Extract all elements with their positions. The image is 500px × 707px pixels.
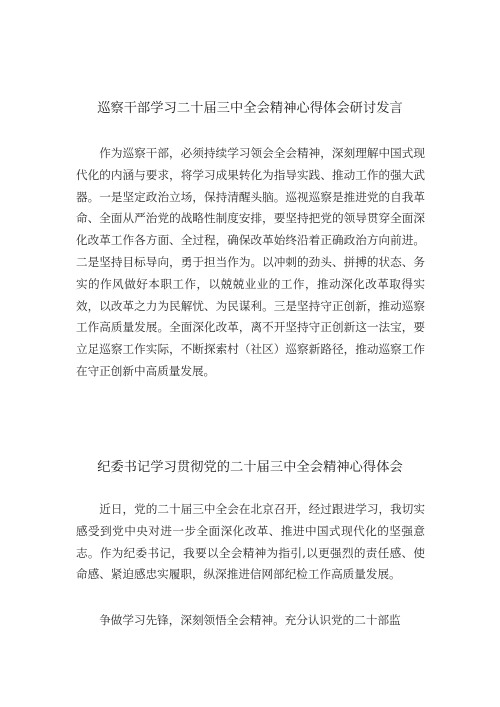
section-1-title: 巡察干部学习二十届三中全会精神心得体会研讨发言	[97, 101, 403, 116]
section-2-title: 纪委书记学习贯彻党的二十届三中全会精神心得体会	[97, 460, 403, 475]
section-1-paragraph: 作为巡察干部，必须持续学习领会全会精神，深刻理解中国式现代化的内涵与要求，将学习成果转化为指导实践、推动工作的强大武器。一是坚定政治立场，保持清醒头脑。巡视巡察是推进党的自我革命、全面从严治党的战略性制度安排，要坚持把党的领导贯穿全面深化改革工作各方面、全过程，确保改革始终沿着正确政治方向前进。二是坚持目标导向，勇于担当作为。以冲刺的劲头、拼搏的状态、务实的作风做好本职工作，以兢兢业业的工作，推动深化改革取得实效，以改革之力为民解忧、为民谋利。三是坚持守正创新，推动巡察工作高质量发展。全面深化改革，离不开坚持守正创新这一法宝，要立足巡察工作实际，不断探索村（社区）巡察新路径，推动巡察工作在守正创新中高质量发展。	[76, 146, 425, 378]
section-2-paragraph-1: 近日，党的二十届三中全会在北京召开，经过跟进学习，我切实感受到党中央对进一步全面深化改革、推进中国式现代化的坚强意志。作为纪委书记，我要以全会精神为指引,以更强烈的责任感、使命感、紧迫感忠实履职，纵深推进信网部纪检工作高质量发展。	[76, 502, 425, 582]
section-2-paragraph-2: 争做学习先锋，深刻领悟全会精神。充分认识党的二十部监	[99, 613, 401, 627]
